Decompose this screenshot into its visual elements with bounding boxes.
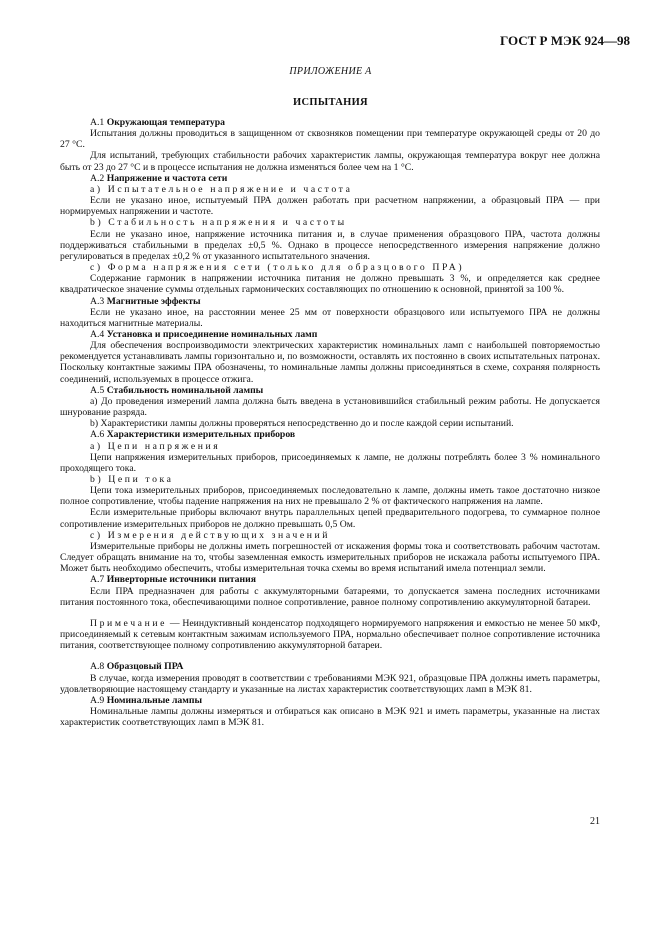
heading-a5 bbox=[60, 385, 600, 396]
heading-a8 bbox=[60, 661, 600, 672]
note-text: — Неиндуктивный конденсатор подходящего нормируемого напряжения и емкостью не менее 50 мкФ, присоединяемый к сетевым контактным зажимам используемого ПРА, нормально обеспечивает полное сопротивление источника питания, соответствующее полному сопротивлению аккумуляторной батареи. bbox=[60, 617, 600, 652]
subheading: с) Форма напряжения сети (только для образцового ПРА) bbox=[90, 262, 465, 274]
section-title: ИСПЫТАНИЯ bbox=[293, 97, 368, 108]
note-label: Примечание bbox=[90, 617, 168, 629]
heading-number: А.9 bbox=[90, 694, 105, 706]
subheading: b) Цепи тока bbox=[90, 474, 174, 485]
note bbox=[60, 618, 600, 651]
heading-number: А.6 bbox=[90, 429, 105, 441]
subheading: b) Стабильность напряжения и частоты bbox=[90, 217, 347, 229]
paragraph: Цепи тока измерительных приборов, присоединяемых последовательно к лампе, должны иметь такое достаточно низкое полное сопротивление, чтобы падение напряжения на них не превышало 2 % от фактического напряжения на лампе. bbox=[60, 485, 600, 508]
paragraph: Номинальные лампы должны измеряться и отбираться как описано в МЭК 921 и иметь параметры, указанные на листах характеристик соответствующих ламп в МЭК 81. bbox=[60, 705, 600, 729]
paragraph: Если не указано иное, напряжение источника питания и, в случае применения образцового ПРА, частота должны поддерживаться стабильными в пределах ±0,5 %. Однако в процессе непосредственного измерения напряжение должно регулироваться в пределах ±0,2 % от указанного испытательного значения. bbox=[60, 228, 600, 262]
appendix-title: ПРИЛОЖЕНИЕ А bbox=[289, 66, 372, 77]
subheading: а) Цепи напряжения bbox=[90, 440, 221, 452]
paragraph: Если не указано иное, на расстоянии менее 25 мм от поверхности образцового или испытуемого ПРА не должны находиться магнитные материалы. bbox=[60, 306, 600, 329]
heading-number: А.1 bbox=[90, 117, 105, 128]
heading-text: Номинальные лампы bbox=[106, 694, 203, 706]
heading-a6 bbox=[60, 429, 600, 440]
paragraph: Испытания должны проводиться в защищенном от сквозняков помещении при температуре окружающей среды от 20 до 27 °С. bbox=[60, 128, 600, 151]
heading-number: А.2 bbox=[90, 172, 105, 184]
paragraph: Содержание гармоник в напряжении источника питания не должно превышать 3 %, и определяется как среднее квадратическое значение суммы отдельных гармонических составляющих по отношению к основной, принятой за 100 %. bbox=[60, 273, 600, 296]
heading-text: Характеристики измерительных приборов bbox=[106, 429, 296, 441]
paragraph: Если измерительные приборы включают внутрь параллельных цепей предварительного подогрева, то суммарное полное сопротивление измерительных приборов не должно превышать 0,5 Ом. bbox=[60, 507, 600, 530]
heading-text: Стабильность номинальной лампы bbox=[106, 384, 264, 396]
paragraph: Если не указано иное, испытуемый ПРА должен работать при расчетном напряжении, а образцовый ПРА — при нормируемых напряжении и частоте. bbox=[60, 195, 600, 218]
paragraph: В случае, когда измерения проводят в соответствии с требованиями МЭК 921, образцовые ПРА должны иметь параметры, удовлетворяющие настоящему стандарту и указанные на листах характеристик соответствующих ламп в МЭК 81. bbox=[60, 672, 600, 695]
subheading: а) Испытательное напряжение и частота bbox=[90, 183, 353, 195]
paragraph: b) Характеристики лампы должны проверяться непосредственно до и после каждой серии испытаний. bbox=[90, 418, 514, 430]
spacer bbox=[60, 651, 600, 661]
paragraph: а) До проведения измерений лампа должна быть введена в установившийся стабильный режим работы. Не допускается шнурование разряда. bbox=[60, 395, 600, 419]
heading-number: А.5 bbox=[90, 384, 105, 396]
heading-number: А.4 bbox=[90, 328, 105, 340]
heading-a9 bbox=[60, 695, 600, 706]
subheading: с) Измерения действующих значений bbox=[90, 529, 331, 541]
heading-number: А.7 bbox=[90, 574, 105, 586]
paragraph: Для обеспечения воспроизводимости электрических характеристик номинальных ламп с наибольшей повторяемостью рекомендуется устанавливать лампы горизонтально и, по возможности, оставлять их постоянно в своих испытательных патронах. Поскольку контактные зажимы ПРА обозначены, то номинальные лампы должны присоединяться в схеме, сохраняя полярность соединений, используемых в процессе отжига. bbox=[60, 340, 600, 385]
heading-text: Инверторные источники питания bbox=[106, 574, 256, 586]
heading-number: А.8 bbox=[90, 661, 105, 673]
paragraph: Если ПРА предназначен для работы с аккумуляторными батареями, то допускается замена последних источниками питания постоянного тока, обеспечивающими полное сопротивление, равное полному сопротивлению аккумуляторной батареи. bbox=[60, 585, 600, 608]
heading-a3 bbox=[60, 296, 600, 307]
heading-text: Магнитные эффекты bbox=[106, 295, 201, 307]
heading-text: Образцовый ПРА bbox=[106, 661, 184, 673]
standard-header: ГОСТ Р МЭК 924—98 bbox=[500, 33, 630, 48]
heading-number: А.3 bbox=[90, 295, 105, 307]
heading-text: Установка и присоединение номинальных ламп bbox=[106, 328, 318, 340]
heading-a1 bbox=[60, 117, 600, 128]
paragraph: Измерительные приборы не должны иметь погрешностей от искажения формы тока и соответствовать рабочим частотам. Следует обращать внимание на то, чтобы заземленная емкость измерительных приборов не искажала работы испытуемого ПРА. Может быть необходимо обеспечить, чтобы измерительная точка схемы во время испытаний имела потенциал земли. bbox=[60, 540, 600, 575]
spacer bbox=[60, 608, 600, 618]
heading-a4 bbox=[60, 329, 600, 340]
heading-text: Окружающая температура bbox=[106, 117, 225, 128]
document-body bbox=[60, 117, 600, 728]
paragraph: Цепи напряжения измерительных приборов, присоединяемых к лампе, не должны потреблять более 3 % номинального проходящего тока. bbox=[60, 451, 600, 474]
page-number: 21 bbox=[590, 816, 600, 827]
heading-a7 bbox=[60, 574, 600, 585]
heading-a2 bbox=[60, 173, 600, 184]
heading-text: Напряжение и частота сети bbox=[106, 172, 228, 184]
paragraph: Для испытаний, требующих стабильности рабочих характеристик лампы, окружающая температура вокруг нее должна быть от 23 до 27 °С и в процессе испытания не должна изменяться более чем на 1 °С. bbox=[60, 150, 600, 173]
